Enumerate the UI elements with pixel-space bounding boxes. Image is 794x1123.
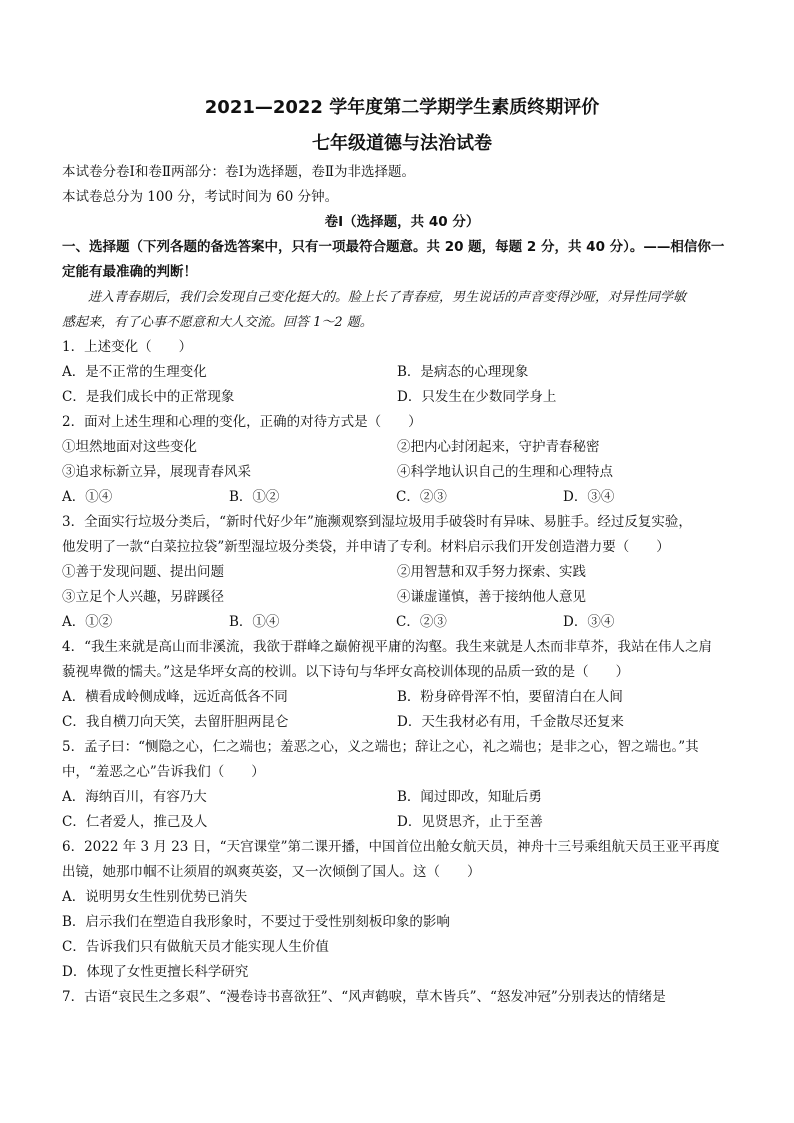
q6-stem-line-2: 出镜，她那巾帼不让须眉的飒爽英姿，又一次倾倒了国人。这（ ）	[62, 864, 481, 880]
q2-option-b: B．①②	[229, 489, 280, 505]
q1-option-d: D．只发生在少数同学身上	[397, 389, 557, 405]
q2-item-3: ③追求标新立异，展现青春风采	[62, 464, 251, 480]
q4-stem-line-1: 4．“我生来就是高山而非溪流，我欲于群峰之巅俯视平庸的沟壑。我生来就是人杰而非草芥，我站在伟人之肩	[62, 639, 712, 655]
q2-option-a: A．①④	[62, 489, 113, 505]
exam-subtitle: 七年级道德与法治试卷	[312, 133, 492, 154]
passage-line-1: 进入青春期后，我们会发现自己变化挺大的。脸上长了青春痘，男生说话的声音变得沙哑，对异性同学敏	[88, 290, 687, 305]
intro-line-2: 本试卷总分为 100 分，考试时间为 60 分钟。	[62, 189, 339, 205]
section-title: 卷Ⅰ（选择题，共 40 分）	[324, 214, 480, 230]
exam-page	[62, 96, 742, 1010]
q3-stem-line-2: 他发明了一款“白菜拉拉袋”新型湿垃圾分类袋，并申请了专利。材料启示我们开发创造潜力要（ ）	[62, 539, 670, 555]
q4-options-row-2	[62, 710, 742, 735]
q4-option-a: A．横看成岭侧成峰，远近高低各不同	[62, 689, 288, 705]
q6-option-a: A．说明男女生性别优势已消失	[62, 889, 248, 905]
section-heading-line-2: 定能有最准确的判断！	[62, 264, 197, 280]
q1-option-c: C．是我们成长中的正常现象	[62, 389, 235, 405]
q5-options-row-1	[62, 785, 742, 810]
passage-line-2: 感起来，有了心事不愿意和大人交流。回答 1～2 题。	[62, 315, 373, 330]
q5-options-row-2	[62, 810, 742, 835]
intro-line-1: 本试卷分卷Ⅰ和卷Ⅱ两部分：卷Ⅰ为选择题，卷Ⅱ为非选择题。	[62, 164, 416, 180]
section-heading-line-1: 一、选择题（下列各题的备选答案中，只有一项最符合题意。共 20 题，每题 2 分，共 40 分）。——相信你一	[62, 239, 725, 255]
q1-options-row-1	[62, 360, 742, 385]
q3-item-1: ①善于发现问题、提出问题	[62, 564, 224, 580]
q2-item-1: ①坦然地面对这些变化	[62, 439, 197, 455]
q6-option-c: C．告诉我们只有做航天员才能实现人生价值	[62, 939, 329, 955]
q5-option-d: D．见贤思齐，止于至善	[397, 814, 543, 830]
q6-option-d: D．体现了女性更擅长科学研究	[62, 964, 249, 980]
q4-stem-line-2: 藐视卑微的懦夫。”这是华坪女高的校训。以下诗句与华坪女高校训体现的品质一致的是（ ）	[62, 664, 630, 680]
q5-option-b: B．闻过即改，知耻后勇	[397, 789, 542, 805]
q3-item-3: ③立足个人兴趣，另辟蹊径	[62, 589, 224, 605]
q1-stem: 1．上述变化（ ）	[62, 339, 193, 355]
q3-option-a: A．①②	[62, 614, 113, 630]
q5-option-a: A．海纳百川，有容乃大	[62, 789, 207, 805]
q3-items-row-1	[62, 560, 742, 585]
q7-stem-line-1: 7．古语“哀民生之多艰”、“漫卷诗书喜欲狂”、“风声鹤唳，草木皆兵”、“怒发冲冠”分别表达的情绪是	[62, 989, 666, 1005]
q1-option-a: A．是不正常的生理变化	[62, 364, 207, 380]
q3-item-2: ②用智慧和双手努力探索、实践	[397, 564, 586, 580]
q2-option-d: D．③④	[563, 489, 615, 505]
q3-option-b: B．①④	[229, 614, 280, 630]
q5-option-c: C．仁者爱人，推己及人	[62, 814, 208, 830]
q4-option-b: B．粉身碎骨浑不怕，要留清白在人间	[397, 689, 623, 705]
q3-option-c: C．②③	[396, 614, 447, 630]
q2-items-row-1	[62, 435, 742, 460]
q1-options-row-2	[62, 385, 742, 410]
q5-stem-line-2: 中，“羞恶之心”告诉我们（ ）	[62, 764, 265, 780]
q2-item-2: ②把内心封闭起来，守护青春秘密	[397, 439, 600, 455]
q3-options	[62, 610, 742, 635]
q3-option-d: D．③④	[563, 614, 615, 630]
q4-options-row-1	[62, 685, 742, 710]
q1-option-b: B．是病态的心理现象	[397, 364, 529, 380]
q5-stem-line-1: 5．孟子曰：“恻隐之心，仁之端也；羞恶之心，义之端也；辞让之心，礼之端也；是非之心，智之端也。”其	[62, 739, 699, 755]
q4-option-d: D．天生我材必有用，千金散尽还复来	[397, 714, 624, 730]
q6-option-b: B．启示我们在塑造自我形象时，不要过于受性别刻板印象的影响	[62, 914, 450, 930]
q3-items-row-2	[62, 585, 742, 610]
q3-stem-line-1: 3．全面实行垃圾分类后，“新时代好少年”施濒观察到湿垃圾用手破袋时有异味、易脏手。经过反复实验，	[62, 514, 692, 530]
q2-items-row-2	[62, 460, 742, 485]
q2-options	[62, 485, 742, 510]
q2-option-c: C．②③	[396, 489, 447, 505]
exam-title: 2021—2022 学年度第二学期学生素质终期评价	[204, 97, 600, 118]
q2-stem: 2．面对上述生理和心理的变化，正确的对待方式是（ ）	[62, 414, 422, 430]
q6-stem-line-1: 6．2022 年 3 月 23 日，“天宫课堂”第二课开播，中国首位出舱女航天员，神舟十三号乘组航天员王亚平再度	[62, 839, 720, 855]
q4-option-c: C．我自横刀向天笑，去留肝胆两昆仑	[62, 714, 289, 730]
q3-item-4: ④谦虚谨慎，善于接纳他人意见	[397, 589, 586, 605]
q2-item-4: ④科学地认识自己的生理和心理特点	[397, 464, 613, 480]
